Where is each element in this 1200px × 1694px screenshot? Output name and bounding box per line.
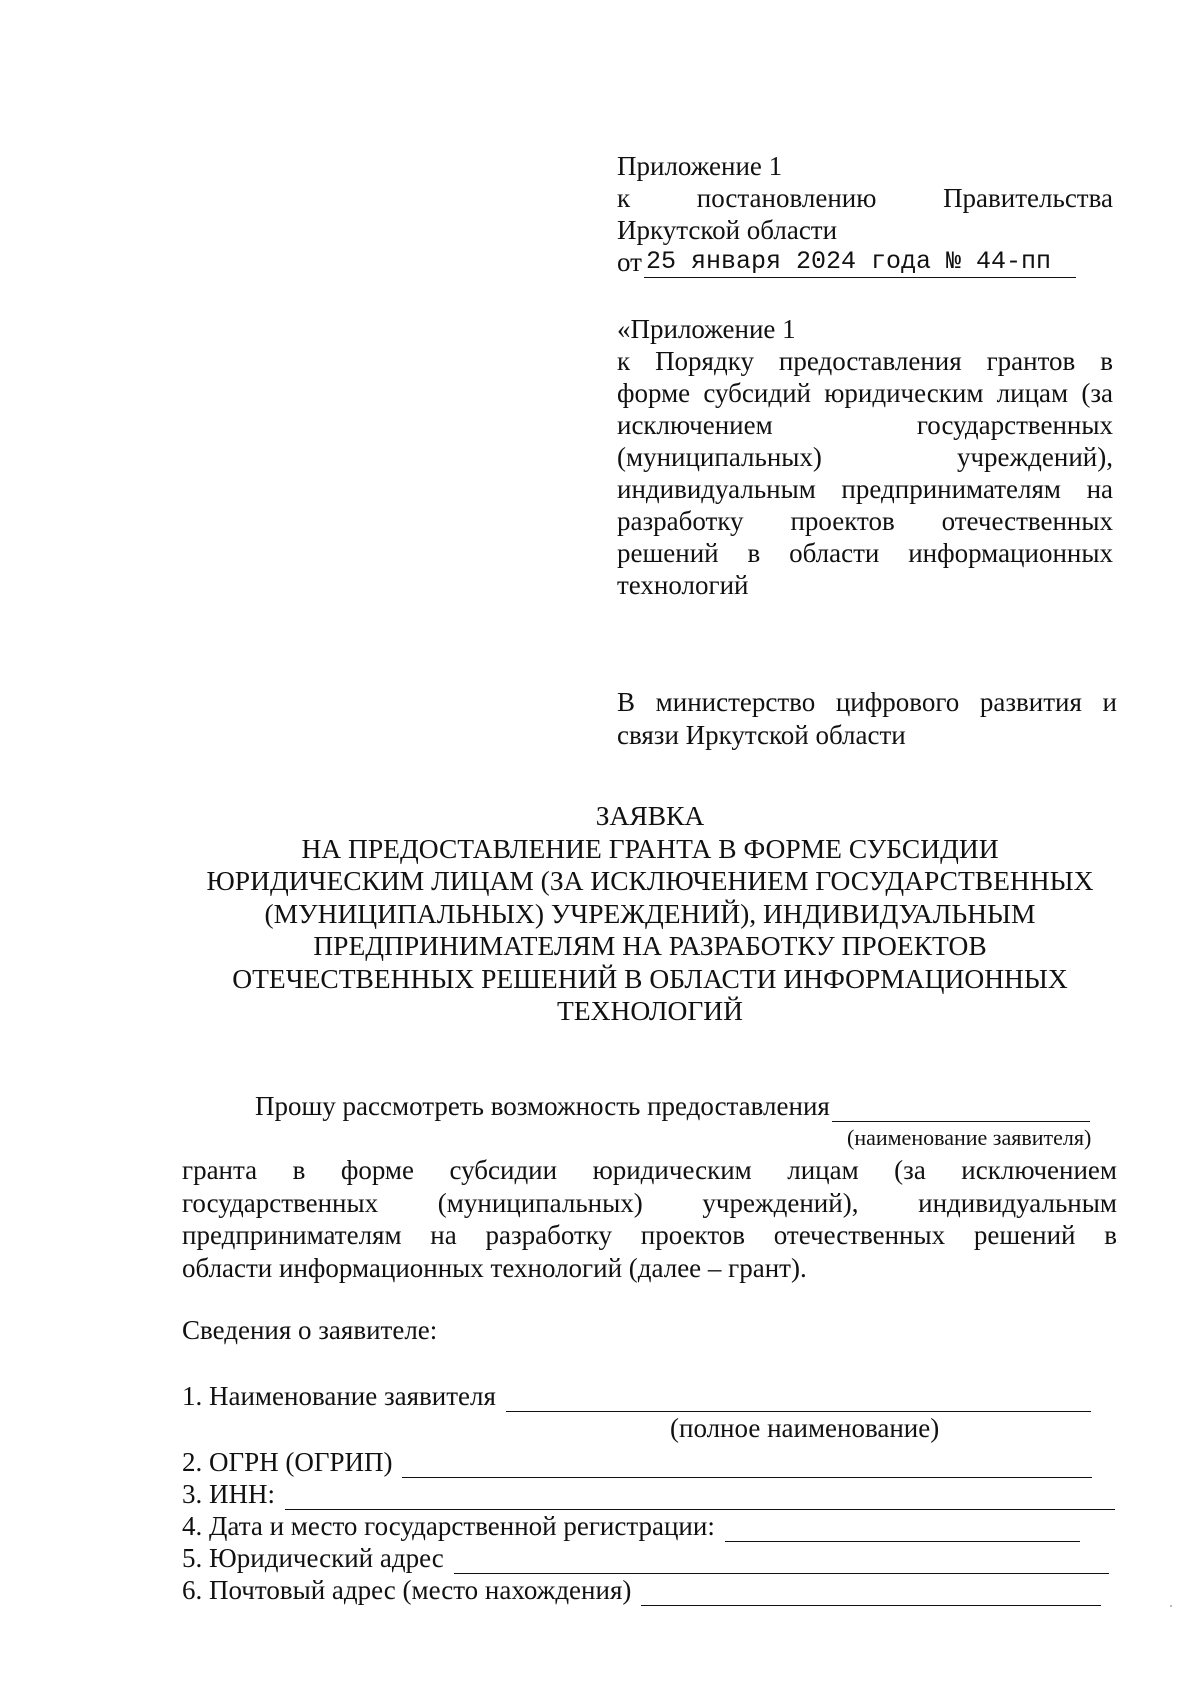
title-line: ПРЕДПРИНИМАТЕЛЯМ НА РАЗРАБОТКУ ПРОЕКТОВ bbox=[313, 930, 987, 961]
title-line: (МУНИЦИПАЛЬНЫХ) УЧРЕЖДЕНИЙ), ИНДИВИДУАЛЬНЫМ bbox=[264, 897, 1036, 929]
registration-input-line[interactable] bbox=[725, 1515, 1080, 1542]
paragraph-line: государственных (муниципальных) учреждений), индивидуальным bbox=[182, 1187, 1117, 1218]
field-postal-address bbox=[182, 1574, 1101, 1606]
appendix-resolution: постановлению bbox=[696, 183, 877, 213]
title-line: ОТЕЧЕСТВЕННЫХ РЕШЕНИЙ В ОБЛАСТИ ИНФОРМАЦИОННЫХ bbox=[232, 962, 1068, 994]
addressee-line: В министерство цифрового развития и bbox=[617, 687, 1117, 717]
title-line: ТЕХНОЛОГИЙ bbox=[557, 995, 743, 1026]
field-legal-address bbox=[182, 1542, 1109, 1574]
field-applicant-name bbox=[182, 1380, 1091, 1412]
request-paragraph bbox=[182, 1154, 1117, 1284]
addressee bbox=[617, 686, 1117, 752]
appendix-resolution-line bbox=[617, 182, 1113, 214]
scan-dot bbox=[1170, 1605, 1172, 1607]
field-label: 4. Дата и место государственной регистрации: bbox=[182, 1511, 715, 1541]
appendix-k: к bbox=[617, 183, 631, 213]
order-appendix-line: (муниципальных) учреждений), bbox=[617, 442, 1113, 472]
ogrn-input-line[interactable] bbox=[402, 1451, 1092, 1478]
field-label: 6. Почтовый адрес (место нахождения) bbox=[182, 1575, 632, 1605]
inn-input-line[interactable] bbox=[285, 1483, 1115, 1510]
title-line: ЗАЯВКА bbox=[595, 800, 705, 831]
request-text: Прошу рассмотреть возможность предоставления bbox=[255, 1091, 830, 1121]
order-appendix-block bbox=[617, 313, 1113, 601]
field-label: 2. ОГРН (ОГРИП) bbox=[182, 1447, 393, 1477]
postal-address-input-line[interactable] bbox=[641, 1579, 1101, 1606]
order-appendix-line: форме субсидий юридическим лицам (за bbox=[617, 378, 1113, 408]
order-appendix-line: индивидуальным предпринимателям на bbox=[617, 474, 1113, 504]
order-appendix-line: решений в области информационных bbox=[617, 538, 1113, 568]
paragraph-line: гранта в форме субсидии юридическим лицам (за исключением bbox=[182, 1155, 1117, 1185]
appendix-header bbox=[617, 150, 1113, 278]
applicant-info-heading: Сведения о заявителе: bbox=[182, 1315, 438, 1345]
paragraph-line: предпринимателям на разработку проектов отечественных решений в bbox=[182, 1220, 1117, 1250]
field-inn bbox=[182, 1478, 1115, 1510]
field-ogrn bbox=[182, 1446, 1092, 1478]
request-line bbox=[255, 1090, 1090, 1122]
date-value: 25 января 2024 года № 44-пп bbox=[644, 247, 1076, 278]
order-appendix-line: исключением государственных bbox=[617, 410, 1113, 440]
appendix-date-line bbox=[617, 246, 1113, 278]
appendix-title: Приложение 1 bbox=[617, 151, 783, 181]
applicant-name-hint: (наименование заявителя) bbox=[847, 1125, 1092, 1150]
paragraph-line: области информационных технологий (далее – грант). bbox=[182, 1252, 807, 1283]
field-label: 3. ИНН: bbox=[182, 1479, 275, 1509]
order-appendix-title: «Приложение 1 bbox=[617, 314, 796, 344]
appendix-region: Иркутской области bbox=[617, 215, 838, 245]
order-appendix-line: к Порядку предоставления грантов в bbox=[617, 346, 1113, 376]
applicant-name-blank[interactable] bbox=[832, 1095, 1090, 1122]
order-appendix-line: технологий bbox=[617, 570, 749, 600]
field-label: 5. Юридический адрес bbox=[182, 1543, 444, 1573]
field-registration bbox=[182, 1510, 1080, 1542]
applicant-name-input-line[interactable] bbox=[506, 1385, 1091, 1412]
date-prefix: от bbox=[617, 247, 642, 277]
title-line: НА ПРЕДОСТАВЛЕНИЕ ГРАНТА В ФОРМЕ СУБСИДИИ bbox=[301, 832, 999, 864]
legal-address-input-line[interactable] bbox=[454, 1547, 1109, 1574]
appendix-government: Правительства bbox=[943, 183, 1113, 213]
addressee-line: связи Иркутской области bbox=[617, 720, 906, 750]
field-label: 1. Наименование заявителя bbox=[182, 1381, 496, 1411]
application-title bbox=[170, 800, 1130, 1028]
full-name-hint: (полное наименование) bbox=[670, 1413, 940, 1443]
order-appendix-line: разработку проектов отечественных bbox=[617, 506, 1113, 536]
title-line: ЮРИДИЧЕСКИМ ЛИЦАМ (ЗА ИСКЛЮЧЕНИЕМ ГОСУДАРСТВЕННЫХ bbox=[206, 865, 1094, 896]
